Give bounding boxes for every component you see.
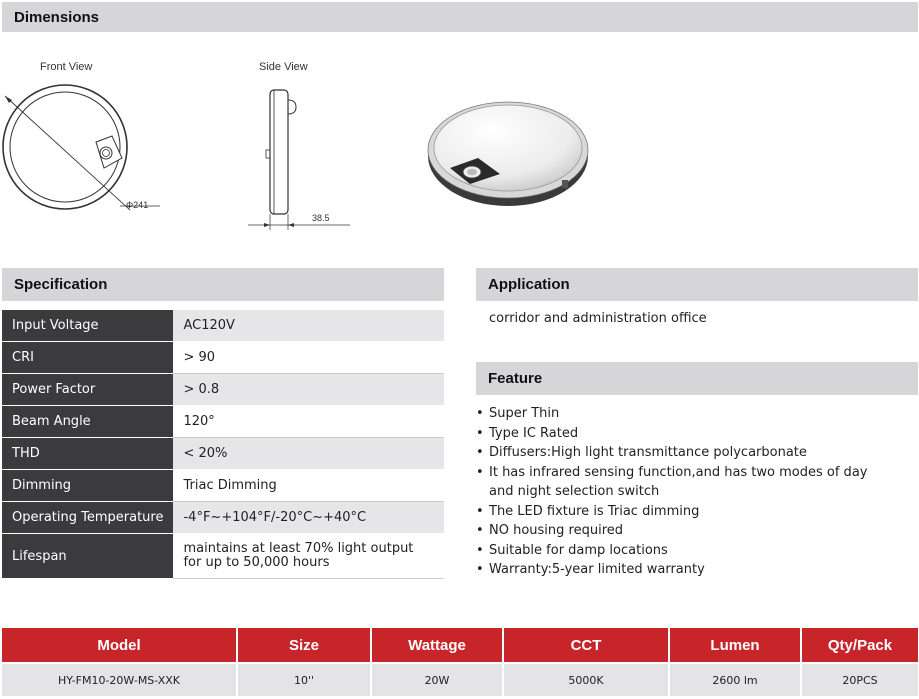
- cell-wattage: 20W: [372, 662, 504, 696]
- header-model: Model: [2, 628, 238, 662]
- spec-row: [2, 502, 444, 534]
- cell-model: HY-FM10-20W-MS-XXK: [2, 662, 238, 696]
- cell-size: 10'': [238, 662, 372, 696]
- feature-item: • NO housing required: [476, 521, 896, 541]
- front-view-drawing: [0, 80, 175, 230]
- spec-value: AC120V: [173, 310, 444, 342]
- cell-lumen: 2600 lm: [670, 662, 802, 696]
- product-header-row: [2, 628, 918, 662]
- spec-value: maintains at least 70% light output for up to 50,000 hours: [173, 534, 444, 579]
- spec-row: [2, 438, 444, 470]
- spec-label: Lifespan: [2, 534, 173, 579]
- front-view-label: Front View: [40, 61, 93, 73]
- header-size: Size: [238, 628, 372, 662]
- spec-row: [2, 310, 444, 342]
- spec-value: 120°: [173, 406, 444, 438]
- feature-item: • Super Thin: [476, 404, 896, 424]
- side-view-drawing: [240, 80, 360, 235]
- feature-item: • It has infrared sensing function,and has two modes of day and night selection switch: [476, 463, 896, 502]
- spec-label: Beam Angle: [2, 406, 173, 438]
- spec-label: CRI: [2, 342, 173, 374]
- spec-label: Power Factor: [2, 374, 173, 406]
- spec-row: [2, 374, 444, 406]
- spec-value: -4°F~+104°F/-20°C~+40°C: [173, 502, 444, 534]
- spec-label: Input Voltage: [2, 310, 173, 342]
- product-3d-view: [420, 88, 595, 213]
- spec-label: Operating Temperature: [2, 502, 173, 534]
- feature-item: • Diffusers:High light transmittance polycarbonate: [476, 443, 896, 463]
- header-cct: CCT: [504, 628, 670, 662]
- spec-value: > 90: [173, 342, 444, 374]
- spec-table: [2, 310, 444, 579]
- diameter-label: Φ241: [126, 200, 149, 210]
- spec-row: [2, 534, 444, 579]
- spec-label: THD: [2, 438, 173, 470]
- spec-value: > 0.8: [173, 374, 444, 406]
- application-text: corridor and administration office: [489, 311, 707, 326]
- feature-item: • The LED fixture is Triac dimming: [476, 502, 896, 522]
- cell-cct: 5000K: [504, 662, 670, 696]
- spec-row: [2, 342, 444, 374]
- product-table: [2, 628, 918, 696]
- header-lumen: Lumen: [670, 628, 802, 662]
- header-wattage: Wattage: [372, 628, 504, 662]
- spec-value: Triac Dimming: [173, 470, 444, 502]
- feature-list: [476, 404, 896, 580]
- spec-row: [2, 470, 444, 502]
- feature-item: • Suitable for damp locations: [476, 541, 896, 561]
- spec-value: < 20%: [173, 438, 444, 470]
- header-qty-pack: Qty/Pack: [802, 628, 918, 662]
- side-view-label: Side View: [259, 61, 308, 73]
- thickness-label: 38.5: [312, 213, 330, 223]
- spec-label: Dimming: [2, 470, 173, 502]
- spec-row: [2, 406, 444, 438]
- feature-item: • Warranty:5-year limited warranty: [476, 560, 896, 580]
- application-header: Application: [476, 268, 918, 301]
- dimensions-header: Dimensions: [2, 2, 918, 32]
- feature-item: • Type IC Rated: [476, 424, 896, 444]
- table-row: [2, 662, 918, 696]
- feature-header: Feature: [476, 362, 918, 395]
- cell-qty-pack: 20PCS: [802, 662, 918, 696]
- specification-header: Specification: [2, 268, 444, 301]
